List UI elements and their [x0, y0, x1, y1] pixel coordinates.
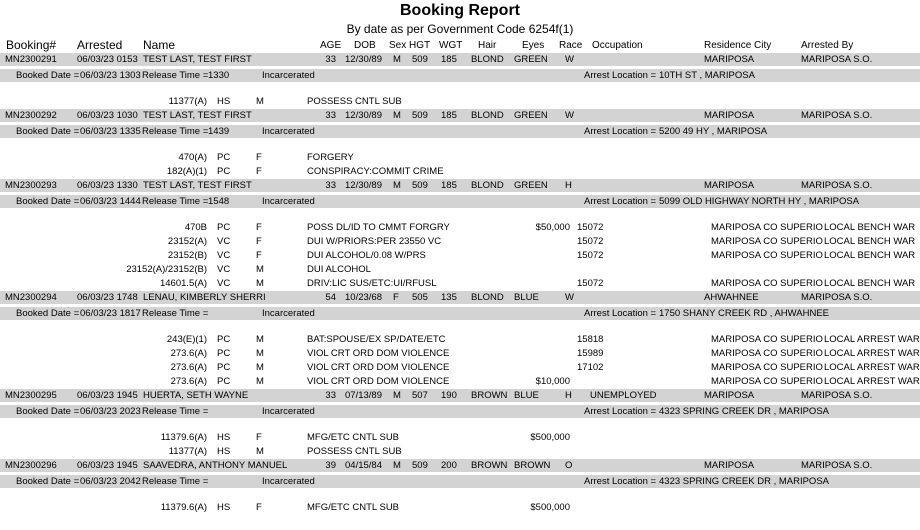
booked-date: 06/03/23 2042 — [80, 476, 141, 487]
record-summary-band — [0, 459, 920, 472]
eye-color: GREEN — [514, 110, 548, 121]
charge-level: F — [256, 152, 262, 163]
booked-date-label: Booked Date = — [16, 196, 80, 207]
dob: 07/13/89 — [345, 390, 382, 401]
charge-level: M — [256, 278, 264, 289]
sex: M — [393, 460, 401, 471]
charge-type: VC — [217, 236, 231, 247]
hair-color: BLOND — [471, 54, 504, 65]
height: 509 — [412, 110, 428, 121]
arrest-location: 10TH ST , MARIPOSA — [659, 70, 755, 81]
arrest-location-label: Arrest Location = — [584, 406, 657, 417]
release-time: 1439 — [208, 126, 230, 137]
person-name: TEST LAST, TEST FIRST — [143, 180, 252, 191]
charge-level: F — [256, 502, 262, 513]
charge-type: HS — [217, 96, 231, 107]
charge-code: 11377(A) — [168, 96, 207, 107]
release-time-label: Release Time = — [142, 406, 209, 417]
arrested-by: MARIPOSA S.O. — [801, 390, 873, 401]
charge-code: 23152(A) — [167, 236, 207, 247]
person-name: SAAVEDRA, ANTHONY MANUEL — [143, 460, 288, 471]
age: 33 — [325, 54, 336, 65]
dob: 12/30/89 — [345, 110, 382, 121]
charge-description: FORGERY — [307, 152, 354, 163]
warrant-number: 15072 — [577, 222, 604, 233]
sex: M — [393, 110, 401, 121]
court-name: MARIPOSA CO SUPERIO — [711, 348, 823, 359]
hair-color: BROWN — [471, 390, 508, 401]
residence-city: MARIPOSA — [704, 54, 755, 65]
header-occupation: Occupation — [592, 40, 643, 51]
arrest-location-label: Arrest Location = — [584, 308, 657, 319]
charge-level: M — [256, 264, 264, 275]
charge-code: 182(A)(1) — [166, 166, 207, 177]
custody-status: Incarcerated — [262, 126, 315, 137]
charge-description: POSS DL/ID TO CMMT FORGRY — [307, 222, 450, 233]
height: 509 — [412, 460, 428, 471]
charge-type: PC — [217, 362, 231, 373]
bail-amount: $500,000 — [530, 502, 570, 513]
warrant-type: LOCAL ARREST WAR — [824, 334, 920, 345]
release-time-label: Release Time = — [142, 476, 209, 487]
weight: 185 — [441, 180, 457, 191]
warrant-number: 15072 — [577, 250, 604, 261]
arrest-location-label: Arrest Location = — [584, 196, 657, 207]
record-summary-band — [0, 179, 920, 192]
age: 33 — [325, 180, 336, 191]
charge-code: 14601.5(A) — [159, 278, 207, 289]
warrant-number: 15989 — [577, 348, 604, 359]
person-name: TEST LAST, TEST FIRST — [143, 54, 252, 65]
height: 505 — [412, 292, 428, 303]
charge-type: PC — [217, 376, 231, 387]
charge-description: VIOL CRT ORD DOM VIOLENCE — [307, 376, 450, 387]
height: 507 — [412, 390, 428, 401]
age: 54 — [325, 292, 336, 303]
warrant-type: LOCAL BENCH WAR — [824, 250, 916, 261]
dob: 12/30/89 — [345, 54, 382, 65]
arrest-location: 4323 SPRING CREEK DR , MARIPOSA — [659, 406, 829, 417]
report-subtitle: By date as per Government Code 6254f(1) — [346, 22, 574, 36]
warrant-type: LOCAL BENCH WAR — [824, 222, 916, 233]
charge-type: VC — [217, 264, 231, 275]
charge-description: POSSESS CNTL SUB — [307, 96, 402, 107]
charge-code: 11377(A) — [168, 446, 207, 457]
charge-code: 273.6(A) — [170, 362, 207, 373]
arrest-location-label: Arrest Location = — [584, 70, 657, 81]
charge-level: M — [256, 334, 264, 345]
booking-number: MN2300296 — [5, 460, 57, 471]
arrested-datetime: 06/03/23 1748 — [77, 292, 138, 303]
header-eyes: Eyes — [522, 40, 545, 51]
booking-number: MN2300293 — [5, 180, 57, 191]
race: H — [565, 390, 572, 401]
charge-code: 470(A) — [178, 152, 207, 163]
charge-description: MFG/ETC CNTL SUB — [307, 432, 400, 443]
charge-type: PC — [217, 348, 231, 359]
arrest-location-label: Arrest Location = — [584, 476, 657, 487]
weight: 190 — [441, 390, 457, 401]
charge-level: M — [256, 376, 264, 387]
header-hair: Hair — [478, 40, 497, 51]
sex: M — [393, 390, 401, 401]
charge-description: MFG/ETC CNTL SUB — [307, 502, 400, 513]
release-time-label: Release Time = — [142, 196, 209, 207]
eye-color: GREEN — [514, 54, 548, 65]
eye-color: BLUE — [514, 292, 539, 303]
booked-date-label: Booked Date = — [16, 476, 80, 487]
header-wgt: WGT — [439, 40, 463, 51]
booked-date: 06/03/23 1303 — [80, 70, 141, 81]
weight: 185 — [441, 110, 457, 121]
warrant-type: LOCAL BENCH WAR — [824, 278, 916, 289]
bail-amount: $10,000 — [535, 376, 570, 387]
booking-number: MN2300291 — [5, 54, 57, 65]
weight: 135 — [441, 292, 457, 303]
warrant-number: 15072 — [577, 278, 604, 289]
court-name: MARIPOSA CO SUPERIO — [711, 278, 823, 289]
dob: 10/23/68 — [345, 292, 382, 303]
charge-type: PC — [217, 152, 231, 163]
header-arrested-by: Arrested By — [801, 40, 854, 51]
charge-code: 11379.6(A) — [160, 432, 207, 443]
release-time-label: Release Time = — [142, 308, 209, 319]
charge-level: F — [256, 166, 262, 177]
header-residence: Residence City — [704, 40, 772, 51]
booked-date-label: Booked Date = — [16, 70, 80, 81]
charge-type: HS — [217, 502, 231, 513]
hair-color: BLOND — [471, 180, 504, 191]
record-summary-band — [0, 291, 920, 304]
charge-code: 470B — [184, 222, 207, 233]
sex: M — [393, 54, 401, 65]
arrested-datetime: 06/03/23 0153 — [77, 54, 138, 65]
person-name: TEST LAST, TEST FIRST — [143, 110, 252, 121]
dob: 12/30/89 — [345, 180, 382, 191]
charge-level: F — [256, 432, 262, 443]
header-dob: DOB — [354, 40, 376, 51]
charge-type: PC — [217, 334, 231, 345]
bail-amount: $500,000 — [530, 432, 570, 443]
occupation: UNEMPLOYED — [590, 390, 657, 401]
height: 509 — [412, 54, 428, 65]
report-title: Booking Report — [400, 2, 520, 19]
custody-status: Incarcerated — [262, 308, 315, 319]
booking-number: MN2300292 — [5, 110, 57, 121]
sex: M — [393, 180, 401, 191]
person-name: LENAU, KIMBERLY SHERRI — [143, 292, 266, 303]
arrested-by: MARIPOSA S.O. — [801, 180, 873, 191]
charge-description: DUI ALCOHOL/0.08 W/PRS — [307, 250, 426, 261]
eye-color: GREEN — [514, 180, 548, 191]
arrested-datetime: 06/03/23 1030 — [77, 110, 138, 121]
header-sex: Sex — [389, 40, 407, 51]
eye-color: BROWN — [514, 460, 551, 471]
residence-city: MARIPOSA — [704, 180, 755, 191]
charge-level: M — [256, 96, 264, 107]
charge-type: PC — [217, 166, 231, 177]
charge-code: 273.6(A) — [170, 376, 207, 387]
charge-description: BAT:SPOUSE/EX SP/DATE/ETC — [307, 334, 446, 345]
custody-status: Incarcerated — [262, 406, 315, 417]
race: W — [565, 110, 574, 121]
booking-number: MN2300295 — [5, 390, 57, 401]
age: 33 — [325, 110, 336, 121]
charge-type: VC — [217, 250, 231, 261]
charge-description: DRIV:LIC SUS/ETC:UI/RFUSL — [307, 278, 437, 289]
booked-date: 06/03/23 1444 — [80, 196, 141, 207]
release-time: 1548 — [208, 196, 230, 207]
charge-code: 273.6(A) — [170, 348, 207, 359]
charge-description: DUI ALCOHOL — [307, 264, 371, 275]
arrested-datetime: 06/03/23 1330 — [77, 180, 138, 191]
weight: 200 — [441, 460, 457, 471]
charge-description: VIOL CRT ORD DOM VIOLENCE — [307, 362, 450, 373]
race: H — [565, 180, 572, 191]
court-name: MARIPOSA CO SUPERIO — [711, 236, 823, 247]
court-name: MARIPOSA CO SUPERIO — [711, 376, 823, 387]
header-race: Race — [559, 40, 583, 51]
arrest-location: 1750 SHANY CREEK RD , AHWAHNEE — [659, 308, 829, 319]
arrest-location: 4323 SPRING CREEK DR , MARIPOSA — [659, 476, 829, 487]
race: W — [565, 292, 574, 303]
warrant-type: LOCAL ARREST WAR — [824, 362, 920, 373]
booked-date-label: Booked Date = — [16, 126, 80, 137]
arrested-datetime: 06/03/23 1945 — [77, 460, 138, 471]
residence-city: MARIPOSA — [704, 110, 755, 121]
arrested-datetime: 06/03/23 1945 — [77, 390, 138, 401]
arrested-by: MARIPOSA S.O. — [801, 54, 873, 65]
court-name: MARIPOSA CO SUPERIO — [711, 222, 823, 233]
charge-code: 23152(A)/23152(B) — [126, 264, 207, 275]
booked-date: 06/03/23 2023 — [80, 406, 141, 417]
warrant-number: 15072 — [577, 236, 604, 247]
arrested-by: MARIPOSA S.O. — [801, 110, 873, 121]
custody-status: Incarcerated — [262, 476, 315, 487]
booked-date-label: Booked Date = — [16, 406, 80, 417]
residence-city: MARIPOSA — [704, 390, 755, 401]
charge-code: 11379.6(A) — [160, 502, 207, 513]
header-age: AGE — [320, 40, 342, 51]
release-time-label: Release Time = — [142, 126, 209, 137]
charge-level: F — [256, 250, 262, 261]
arrested-by: MARIPOSA S.O. — [801, 292, 873, 303]
eye-color: BLUE — [514, 390, 539, 401]
header-booking: Booking# — [6, 38, 57, 52]
warrant-number: 17102 — [577, 362, 604, 373]
bail-amount: $50,000 — [535, 222, 570, 233]
dob: 04/15/84 — [345, 460, 382, 471]
charge-type: PC — [217, 222, 231, 233]
charge-level: F — [256, 236, 262, 247]
residence-city: MARIPOSA — [704, 460, 755, 471]
warrant-type: LOCAL BENCH WAR — [824, 236, 916, 247]
age: 33 — [325, 390, 336, 401]
hair-color: BROWN — [471, 460, 508, 471]
release-time: 1330 — [208, 70, 230, 81]
charge-type: VC — [217, 278, 231, 289]
charge-level: M — [256, 348, 264, 359]
booked-date: 06/03/23 1335 — [80, 126, 141, 137]
custody-status: Incarcerated — [262, 196, 315, 207]
warrant-number: 15818 — [577, 334, 604, 345]
hair-color: BLOND — [471, 110, 504, 121]
age: 39 — [325, 460, 336, 471]
arrested-by: MARIPOSA S.O. — [801, 460, 873, 471]
charge-description: DUI W/PRIORS:PER 23550 VC — [307, 236, 442, 247]
header-hgt: HGT — [409, 40, 431, 51]
arrest-location-label: Arrest Location = — [584, 126, 657, 137]
warrant-type: LOCAL ARREST WAR — [824, 376, 920, 387]
header-arrested: Arrested — [77, 38, 123, 52]
person-name: HUERTA, SETH WAYNE — [143, 390, 249, 401]
charge-code: 23152(B) — [167, 250, 207, 261]
charge-level: M — [256, 362, 264, 373]
release-time-label: Release Time = — [142, 70, 209, 81]
race: W — [565, 54, 574, 65]
booking-number: MN2300294 — [5, 292, 57, 303]
race: O — [565, 460, 573, 471]
sex: F — [393, 292, 399, 303]
arrest-location: 5200 49 HY , MARIPOSA — [659, 126, 768, 137]
charge-level: M — [256, 446, 264, 457]
record-summary-band — [0, 389, 920, 402]
arrest-location: 5099 OLD HIGHWAY NORTH HY , MARIPOSA — [659, 196, 860, 207]
charge-description: CONSPIRACY:COMMIT CRIME — [307, 166, 444, 177]
header-name: Name — [143, 38, 176, 52]
booked-date-label: Booked Date = — [16, 308, 80, 319]
record-summary-band — [0, 53, 920, 66]
charge-type: HS — [217, 446, 231, 457]
booked-date: 06/03/23 1817 — [80, 308, 141, 319]
height: 509 — [412, 180, 428, 191]
court-name: MARIPOSA CO SUPERIO — [711, 250, 823, 261]
weight: 185 — [441, 54, 457, 65]
record-summary-band — [0, 109, 920, 122]
charge-description: VIOL CRT ORD DOM VIOLENCE — [307, 348, 450, 359]
custody-status: Incarcerated — [262, 70, 315, 81]
court-name: MARIPOSA CO SUPERIO — [711, 362, 823, 373]
warrant-type: LOCAL ARREST WAR — [824, 348, 920, 359]
hair-color: BLOND — [471, 292, 504, 303]
residence-city: AHWAHNEE — [704, 292, 759, 303]
charge-level: F — [256, 222, 262, 233]
charge-type: HS — [217, 432, 231, 443]
court-name: MARIPOSA CO SUPERIO — [711, 334, 823, 345]
charge-code: 243(E)(1) — [166, 334, 207, 345]
charge-description: POSSESS CNTL SUB — [307, 446, 402, 457]
